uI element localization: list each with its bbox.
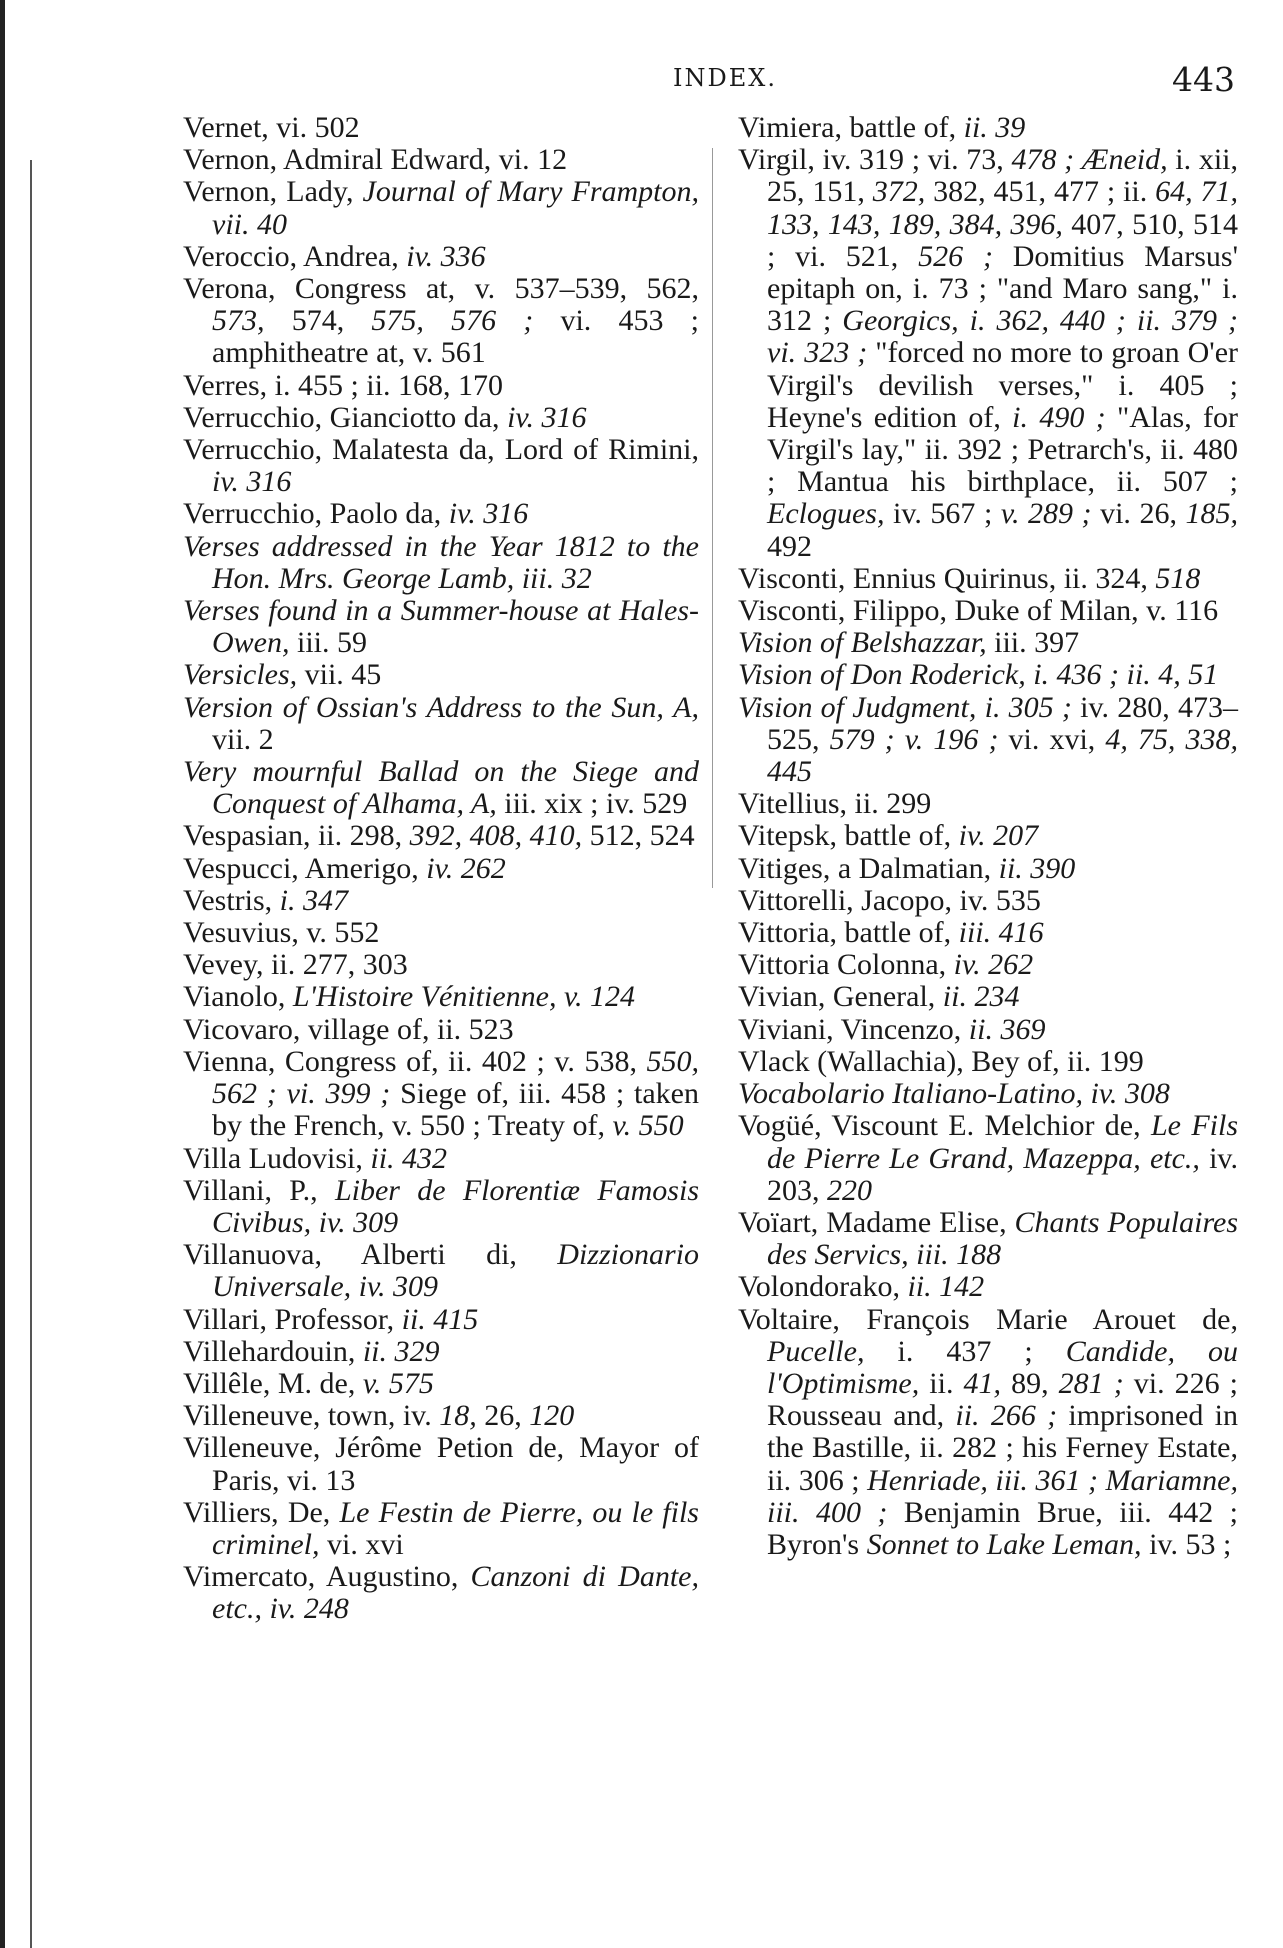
index-entry-text: Visconti, Filippo, Duke of Milan, v. 116 — [738, 594, 1219, 628]
index-entry-text: iv. 280, 473–525, — [767, 690, 1238, 756]
index-entry — [738, 1046, 1238, 1078]
index-entry-text: ii. — [919, 1366, 964, 1400]
index-entry — [738, 112, 1238, 144]
index-entry-text: Voïart, Madame Elise, — [738, 1205, 1015, 1239]
index-entry — [738, 981, 1238, 1013]
index-entry — [183, 885, 699, 917]
index-entry — [183, 1304, 699, 1336]
index-entry-italic-text: ii. 329 — [362, 1334, 440, 1368]
page-binding-edge — [0, 0, 40, 1948]
index-entry — [738, 788, 1238, 820]
index-entry-text: Virgil, iv. 319 ; vi. 73, — [738, 143, 1012, 177]
index-entry-text: Villanuova, Alberti di, — [183, 1238, 558, 1272]
index-entry-text: Vlack (Wallachia), Bey of, ii. 199 — [738, 1044, 1144, 1078]
index-entry-italic-text: Sonnet to Lake Leman, — [866, 1527, 1142, 1561]
index-entry-text: Vesuvius, v. 552 — [183, 916, 380, 950]
page-header — [195, 60, 1235, 110]
index-entry — [738, 1304, 1238, 1562]
index-entry — [183, 917, 699, 949]
index-entry-text: Vespasian, ii. 298, — [183, 819, 410, 853]
index-entry — [183, 1143, 699, 1175]
index-entry-italic-text: ii. 266 ; — [955, 1399, 1058, 1433]
index-entry-italic-text: Verses found in a Summer-house at Hales-Owen, — [183, 594, 699, 660]
index-entry-text: iv. 53 ; — [1141, 1527, 1232, 1561]
index-entry-text: Vernon, Admiral Edward, vi. 12 — [183, 143, 568, 177]
index-entry-text: Villiers, De, — [183, 1495, 340, 1529]
index-entry — [738, 949, 1238, 981]
index-entry — [183, 595, 699, 659]
index-entry — [738, 627, 1238, 659]
index-entry-text: Vittorelli, Jacopo, iv. 535 — [738, 883, 1041, 917]
index-entry-text: "Alas, for Virgil's lay," ii. 392 ; Petrarch's, ii. 480 ; Mantua his birthplace, ii. 507 ; — [767, 400, 1239, 499]
index-entry-text: 382, 451, 477 ; ii. — [925, 175, 1156, 209]
index-entry-text: Vevey, ii. 277, 303 — [183, 948, 408, 982]
index-entry — [183, 692, 699, 756]
index-entry-italic-text: 478 ; Æneid, — [1011, 143, 1168, 177]
index-entry-italic-text: 550, 562 ; vi. 399 ; — [212, 1044, 699, 1111]
index-entry-text: vi. 26, — [1091, 497, 1186, 531]
index-entry-text: Villani, P., — [183, 1173, 335, 1207]
index-entry — [183, 176, 699, 240]
index-entry-italic-text: iv. 262 — [953, 948, 1034, 982]
index-entry-text: Villa Ludovisi, — [183, 1141, 371, 1175]
index-entry — [183, 531, 699, 595]
index-entry-text: Villêle, M. de, — [183, 1366, 363, 1400]
index-entry-text: Vogüé, Viscount E. Melchior de, — [738, 1109, 1151, 1143]
index-entry-italic-text: Verses addressed in the Year 1812 to the Hon. Mrs. George Lamb, iii. 32 — [183, 529, 699, 595]
index-entry-italic-text: Dizzionario Universale, iv. 309 — [212, 1238, 699, 1304]
index-entry — [738, 1078, 1238, 1110]
index-entry-italic-text: 18, — [439, 1399, 477, 1433]
index-entry-text: iii. 59 — [289, 626, 368, 660]
index-entry-text: 26, — [476, 1399, 530, 1433]
index-entry-text: Vitellius, ii. 299 — [738, 787, 932, 821]
running-head-title: INDEX. — [673, 64, 777, 92]
index-entry-italic-text: iii. 416 — [958, 916, 1044, 950]
index-entry-text: iv. 203, — [767, 1141, 1238, 1207]
index-entry-italic-text: Candide, ou l'Optimisme, — [767, 1334, 1238, 1400]
index-entry-italic-text: ii. 390 — [998, 851, 1076, 885]
index-entry-text: Vienna, Congress of, ii. 402 ; v. 538, — [183, 1044, 647, 1078]
index-entry-italic-text: Journal of Mary Frampton, vii. 40 — [212, 175, 699, 241]
index-entry-italic-text: 573, — [212, 304, 265, 338]
index-entry-italic-text: ii. 234 — [942, 980, 1020, 1014]
index-entry-text: Voltaire, François Marie Arouet de, — [738, 1302, 1238, 1336]
index-entry-italic-text: Versicles, — [183, 658, 298, 692]
index-entry — [183, 1368, 699, 1400]
index-entry-text: Volondorako, — [738, 1270, 908, 1304]
index-entry-italic-text: 64, 71, 133, 143, 189, 384, 396, — [767, 175, 1238, 241]
index-entry-text: Vitepsk, battle of, — [738, 819, 959, 853]
index-entry-text: vi. 453 ; amphitheatre at, v. 561 — [212, 304, 700, 370]
index-entry-italic-text: ii. 369 — [968, 1012, 1046, 1046]
page-number: 443 — [1172, 60, 1235, 99]
index-entry — [183, 1432, 699, 1496]
index-entry-italic-text: iv. 316 — [507, 400, 587, 434]
index-entry-italic-text: Henriade, iii. 361 ; Mariamne, iii. 400 ; — [767, 1463, 1238, 1529]
index-entry-text: Vimercato, Augustino, — [183, 1560, 471, 1594]
index-entry-text: iii. 397 — [986, 626, 1080, 660]
index-entry-italic-text: Pucelle, — [767, 1334, 865, 1368]
index-entry-text: 492 — [767, 529, 812, 563]
index-entry-text: vii. 45 — [297, 658, 382, 692]
index-entry-italic-text: iv. 262 — [426, 851, 506, 885]
index-entry-italic-text: i. 347 — [279, 883, 349, 917]
index-entry-italic-text: 372, — [872, 175, 926, 209]
index-entry-text: i. 437 ; — [864, 1334, 1066, 1368]
binding-shadow-thin — [30, 160, 32, 1948]
index-entry-text: Villeneuve, town, iv. — [183, 1399, 440, 1433]
index-entry-text: Verrucchio, Malatesta da, Lord of Rimini, — [183, 433, 699, 467]
index-entry — [183, 402, 699, 434]
index-entry-italic-text: Le Fils de Pierre Le Grand, Mazeppa, etc., — [767, 1109, 1239, 1175]
index-entry-text: Domitius Marsus' epitaph on, i. 73 ; "and Maro sang," i. 312 ; — [767, 239, 1238, 338]
index-entry — [738, 659, 1238, 691]
index-entry-italic-text: Vocabolario Italiano-Latino, iv. 308 — [738, 1077, 1170, 1111]
index-entry-text: Vianolo, — [183, 980, 293, 1014]
index-entry — [738, 1207, 1238, 1271]
index-entry-italic-text: Eclogues, — [767, 497, 885, 531]
index-entry — [183, 756, 699, 820]
index-entry — [183, 1400, 699, 1432]
index-entry-text: Vimiera, battle of, — [738, 111, 964, 144]
index-entry-text: Vernon, Lady, — [183, 175, 363, 209]
index-entry-text: vi. xvi, — [998, 722, 1106, 756]
index-entry-text: Villehardouin, — [183, 1334, 363, 1368]
index-entry-italic-text: Very mournful Ballad on the Siege and Conquest of Alhama, A, — [183, 755, 699, 821]
index-entry-text: "forced no more to groan O'er Virgil's devilish verses," i. 405 ; Heyne's edition of, — [767, 336, 1239, 434]
index-entry — [183, 1175, 699, 1239]
index-entry-italic-text: v. 550 — [612, 1109, 684, 1143]
index-entry-italic-text: Canzoni di Dante, etc., iv. 248 — [212, 1560, 699, 1626]
index-entry-italic-text: iv. 207 — [958, 819, 1039, 853]
index-entry-text: iv. 567 ; — [884, 497, 1001, 531]
index-entry — [738, 1110, 1238, 1207]
index-entry-text: Verres, i. 455 ; ii. 168, 170 — [183, 368, 503, 402]
index-entry-text: imprisoned in the Bastille, ii. 282 ; his Ferney Estate, ii. 306 ; — [767, 1399, 1238, 1497]
index-entry-text: 89, — [1001, 1366, 1059, 1400]
index-entry-text: Villari, Professor, — [183, 1302, 402, 1336]
index-entry — [183, 1336, 699, 1368]
index-entry — [183, 1046, 699, 1143]
index-entry-italic-text: Vision of Judgment, i. 305 ; — [738, 690, 1072, 724]
index-entry — [183, 1497, 699, 1561]
index-entry — [738, 563, 1238, 595]
index-entry-italic-text: 120 — [529, 1399, 575, 1433]
binding-shadow-thick — [0, 0, 5, 1948]
index-entry-italic-text: ii. 432 — [370, 1141, 448, 1175]
index-entry-italic-text: ii. 415 — [401, 1302, 479, 1336]
index-entry-italic-text: 518 — [1155, 561, 1201, 595]
index-entry-italic-text: v. 575 — [362, 1366, 434, 1400]
index-entry-text: iii. xix ; iv. 529 — [496, 787, 688, 821]
index-entry-italic-text: Chants Populaires des Servics, iii. 188 — [767, 1205, 1238, 1272]
index-entry — [738, 595, 1238, 627]
index-entry — [183, 1561, 699, 1625]
index-entry — [183, 853, 699, 885]
index-entry — [738, 692, 1238, 789]
index-entry-italic-text: 579 ; v. 196 ; — [829, 722, 999, 756]
index-entry-italic-text: v. 289 ; — [1000, 497, 1092, 531]
index-entry-text: Villeneuve, Jérôme Petion de, Mayor of Paris, vi. 13 — [183, 1431, 699, 1497]
index-entry-italic-text: iv. 316 — [448, 497, 529, 531]
index-entry-italic-text: 4, 75, 338, 445 — [767, 722, 1239, 789]
index-entry — [183, 981, 699, 1013]
index-entry — [738, 144, 1238, 563]
index-entry-italic-text: 220 — [827, 1173, 872, 1207]
index-entry — [183, 1014, 699, 1046]
index-entry-italic-text: i. 490 ; — [1012, 400, 1106, 434]
index-entry — [738, 1271, 1238, 1303]
index-entry-text: i. xii, 25, 151, — [767, 143, 1238, 209]
index-entry — [183, 273, 699, 370]
index-entry — [738, 1014, 1238, 1046]
index-entry-text: Vivian, General, — [738, 980, 943, 1014]
index-entry — [183, 112, 699, 144]
index-column-left — [183, 112, 699, 1626]
index-entry-italic-text: 41, — [963, 1366, 1002, 1400]
index-entry-italic-text: ii. 39 — [963, 111, 1026, 144]
index-entry — [183, 434, 699, 498]
index-entry-text: Verrucchio, Gianciotto da, — [183, 400, 508, 434]
index-entry — [183, 659, 699, 691]
index-entry-text: 574, — [264, 304, 372, 338]
index-entry — [183, 144, 699, 176]
index-entry-italic-text: Georgics, i. 362, 440 ; ii. 379 ; vi. 323 ; — [767, 304, 1238, 370]
index-entry-italic-text: 392, 408, 410, — [409, 819, 583, 853]
index-entry-text: Visconti, Ennius Quirinus, ii. 324, — [738, 561, 1156, 595]
index-entry-text: Vernet, vi. 502 — [183, 111, 360, 144]
index-entry-text: Viviani, Vincenzo, — [738, 1012, 969, 1046]
index-entry-text: Veroccio, Andrea, — [183, 239, 407, 273]
index-entry-text: Benjamin Brue, iii. 442 ; Byron's — [767, 1495, 1238, 1561]
index-entry-italic-text: 575, 576 ; — [371, 304, 534, 338]
index-entry-text: Vestris, — [183, 883, 280, 917]
index-entry-text: Vitiges, a Dalmatian, — [738, 851, 999, 885]
index-entry-italic-text: Version of Ossian's Address to the Sun, A, — [183, 690, 699, 724]
index-entry — [183, 949, 699, 981]
index-entry-text: 512, 524 — [582, 819, 695, 853]
index-entry — [183, 1239, 699, 1303]
index-entry-text: Vespucci, Amerigo, — [183, 851, 427, 885]
index-entry-text: vii. 2 — [212, 722, 274, 756]
index-entry — [738, 885, 1238, 917]
index-entry-italic-text: Vision of Belshazzar, — [738, 626, 987, 660]
index-entry-italic-text: 281 ; — [1058, 1366, 1124, 1400]
index-entry-text: 407, 510, 514 ; vi. 521, — [767, 207, 1239, 273]
index-entry — [738, 853, 1238, 885]
index-entry-italic-text: Vision of Don Roderick, i. 436 ; ii. 4, 51 — [738, 658, 1219, 692]
index-entry-italic-text: 526 ; — [918, 239, 993, 273]
index-entry — [738, 820, 1238, 852]
index-entry-italic-text: L'Histoire Vénitienne, v. 124 — [292, 980, 636, 1014]
index-entry-italic-text: 185, — [1185, 497, 1238, 531]
index-entry-text: vi. xvi — [319, 1527, 404, 1561]
index-entry-italic-text: ii. 142 — [907, 1270, 985, 1304]
index-entry-text: Vicovaro, village of, ii. 523 — [183, 1012, 514, 1046]
index-entry-text: Vittoria Colonna, — [738, 948, 954, 982]
index-entry-text: vi. 226 ; Rousseau and, — [767, 1366, 1239, 1433]
index-entry — [183, 498, 699, 530]
index-column-right — [738, 112, 1238, 1561]
index-entry-italic-text: Liber de Florentiæ Famosis Civibus, iv. 309 — [212, 1173, 699, 1239]
index-entry — [183, 370, 699, 402]
index-entry-italic-text: iv. 336 — [406, 239, 486, 273]
index-entry-text: Vittoria, battle of, — [738, 916, 959, 950]
index-entry-text: Verrucchio, Paolo da, — [183, 497, 449, 531]
index-entry-italic-text: iv. 316 — [212, 465, 292, 499]
index-entry-italic-text: Le Festin de Pierre, ou le fils criminel, — [212, 1495, 699, 1561]
index-entry-text: Verona, Congress at, v. 537–539, 562, — [183, 272, 699, 306]
index-entry-text: Siege of, iii. 458 ; taken by the French, v. 550 ; Treaty of, — [212, 1077, 699, 1143]
index-entry — [738, 917, 1238, 949]
column-divider — [712, 148, 713, 888]
index-entry — [183, 241, 699, 273]
index-entry — [183, 820, 699, 852]
